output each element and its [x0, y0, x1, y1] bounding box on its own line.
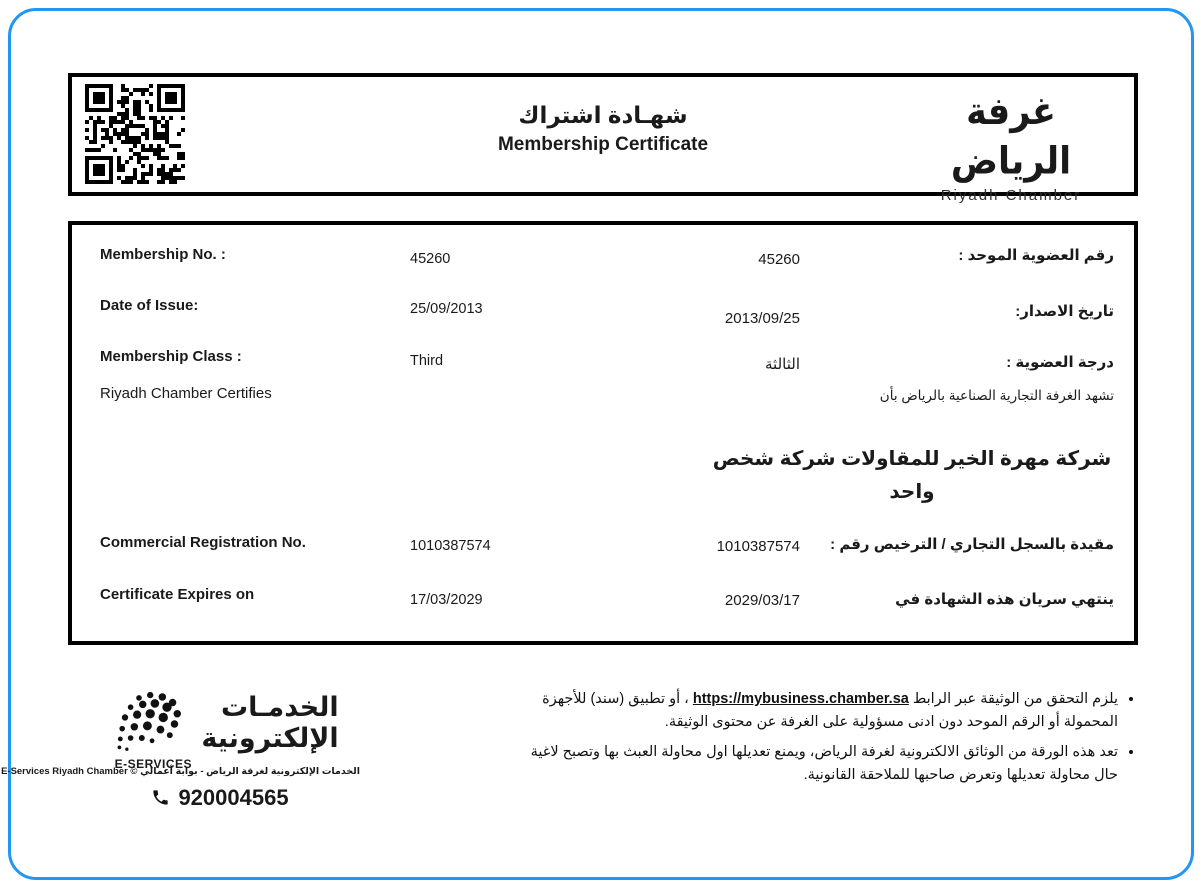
phone-number: 920004565 — [178, 785, 289, 810]
value-membership-no-ar: 45260 — [758, 251, 800, 268]
label-commercial-registration-ar: مقيدة بالسجل التجاري / الترخيص رقم : — [830, 536, 1114, 553]
note-verification-pre: يلزم التحقق من الوثيقة عبر الرابط — [908, 691, 1118, 707]
label-certificate-expires-en: Certificate Expires on — [100, 586, 255, 603]
eservices-label-english: E-SERVICES — [114, 757, 193, 771]
company-name: شركة مهرة الخير للمقاولات شركة شخص واحد — [712, 448, 1112, 503]
eservices-logo — [94, 688, 356, 771]
certificate-body — [68, 221, 1138, 645]
value-certificate-expires-en: 17/03/2029 — [410, 592, 483, 608]
eservices-arabic-line1: الخدمـات — [221, 692, 339, 722]
verification-link[interactable]: https://mybusiness.chamber.sa — [692, 691, 909, 707]
title-arabic: شهـادة اشتراك — [518, 102, 688, 128]
phone-icon — [151, 788, 170, 807]
contact-phone — [85, 785, 355, 811]
label-certificate-expires-ar: ينتهي سريان هذه الشهادة في — [895, 591, 1114, 608]
value-membership-no-en: 45260 — [410, 251, 451, 267]
value-commercial-registration-en: 1010387574 — [410, 538, 491, 554]
eservices-label-arabic — [201, 692, 338, 754]
eservices-arabic-line2: الإلكترونية — [201, 723, 339, 753]
label-membership-class-en: Membership Class : — [100, 348, 242, 365]
label-date-of-issue-ar: تاريخ الاصدار: — [1015, 303, 1114, 320]
label-membership-no-en: Membership No. : — [100, 246, 226, 263]
riyadh-chamber-logo-arabic: غرفة الرياض — [950, 90, 1072, 183]
value-commercial-registration-ar: 1010387574 — [716, 538, 800, 555]
riyadh-chamber-logo-english: Riyadh Chamber — [940, 187, 1082, 204]
value-date-of-issue-ar: 2013/09/25 — [724, 310, 800, 327]
verification-notes — [528, 688, 1138, 794]
label-date-of-issue-en: Date of Issue: — [100, 297, 199, 314]
value-date-of-issue-en: 25/09/2013 — [410, 301, 483, 317]
riyadh-chamber-logo — [904, 91, 1118, 204]
dotted-globe-icon — [111, 688, 195, 765]
note-tamper-warning: • تعد هذه الورقة من الوثائق الالكترونية لغرفة الرياض، ويمنع تعديلها اول محاولة العبث بها وتصبح لاغية حال محاولة تعديلها وتعرض صاحبها للملاحقة القانونية. — [528, 741, 1118, 787]
value-membership-class-en: Third — [410, 353, 444, 369]
certificate-header — [68, 73, 1138, 204]
certifies-statement-en: Riyadh Chamber Certifies — [100, 385, 272, 402]
title-english: Membership Certificate — [497, 134, 709, 155]
label-membership-class-ar: درجة العضوية : — [1006, 354, 1114, 371]
label-commercial-registration-en: Commercial Registration No. — [100, 534, 306, 551]
certifies-statement-ar: تشهد الغرفة التجارية الصناعية بالرياض بأن — [879, 388, 1114, 403]
note-verification-post: ، أو تطبيق (سند) للأجهزة المحمولة أو الرقم الموحد دون ادنى مسؤولية على الغرفة عن محتوى الوثيقة. — [542, 691, 1118, 730]
value-membership-class-ar: الثالثة — [765, 356, 800, 373]
label-membership-no-ar: رقم العضوية الموحد : — [958, 247, 1114, 264]
note-verification — [528, 688, 1118, 734]
eservices-tagline: الخدمات الإلكترونية لغرفة الرياض - بوابة أعمالي © E-Services Riyadh Chamber — [1, 766, 360, 777]
value-certificate-expires-ar: 2029/03/17 — [724, 592, 800, 609]
